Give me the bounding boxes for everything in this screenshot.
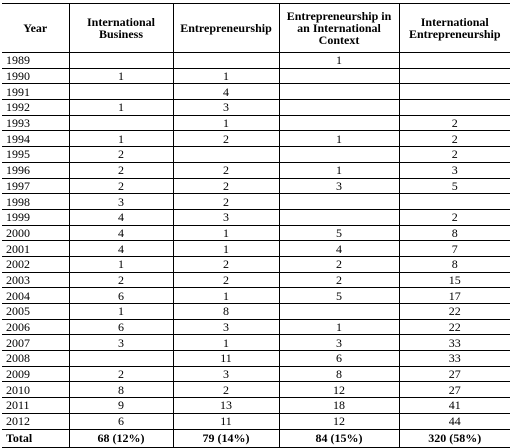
cell-year: 1991 [2,84,69,100]
cell-entrepreneurship: 2 [173,194,279,210]
cell-entrepreneurship: 8 [173,304,279,320]
cell-entrepreneurship [173,147,279,163]
cell-international-entrepreneurship: 2 [399,115,510,131]
table-row [2,382,510,398]
cell-international-business: 2 [69,178,173,194]
cell-year: 2009 [2,366,69,382]
cell-international-entrepreneurship: 5 [399,178,510,194]
table-row [2,68,510,84]
cell-entrepreneurship-international-context: 3 [279,178,399,194]
cell-entrepreneurship: 13 [173,398,279,414]
cell-international-business: 1 [69,256,173,272]
cell-year: 2005 [2,304,69,320]
table-row [2,178,510,194]
cell-international-business [69,115,173,131]
cell-year: 1993 [2,115,69,131]
cell-international-business [69,351,173,367]
table-row [2,398,510,414]
cell-year: 1992 [2,100,69,116]
cell-entrepreneurship: 1 [173,288,279,304]
table-row [2,162,510,178]
cell-international-business: 2 [69,147,173,163]
cell-international-business: 6 [69,319,173,335]
header-international-business: International Business [69,4,173,53]
table-row [2,53,510,69]
cell-entrepreneurship: 2 [173,256,279,272]
cell-entrepreneurship: 1 [173,115,279,131]
table-row [2,115,510,131]
cell-year: 1996 [2,162,69,178]
cell-international-business: 6 [69,288,173,304]
header-year: Year [2,4,69,53]
cell-entrepreneurship-international-context [279,100,399,116]
cell-international-entrepreneurship: 7 [399,241,510,257]
cell-entrepreneurship: 11 [173,413,279,429]
cell-entrepreneurship-international-context: 8 [279,366,399,382]
cell-entrepreneurship-international-context [279,194,399,210]
header-entrepreneurship: Entrepreneurship [173,4,279,53]
table-row [2,272,510,288]
cell-year: 2012 [2,413,69,429]
cell-year: 2011 [2,398,69,414]
cell-entrepreneurship-international-context [279,147,399,163]
cell-entrepreneurship-international-context [279,68,399,84]
cell-international-business: 4 [69,241,173,257]
cell-international-business: 1 [69,100,173,116]
cell-year: 1994 [2,131,69,147]
cell-international-entrepreneurship: 22 [399,304,510,320]
table-row [2,241,510,257]
cell-year: 1990 [2,68,69,84]
cell-international-entrepreneurship: 22 [399,319,510,335]
cell-year: 2010 [2,382,69,398]
cell-international-entrepreneurship [399,53,510,69]
table-row [2,194,510,210]
cell-international-business: 4 [69,225,173,241]
cell-entrepreneurship-international-context: 3 [279,335,399,351]
total-row [2,429,510,447]
cell-entrepreneurship-international-context: 1 [279,319,399,335]
cell-international-business: 1 [69,68,173,84]
cell-entrepreneurship-international-context: 18 [279,398,399,414]
cell-entrepreneurship [173,53,279,69]
cell-year: 1998 [2,194,69,210]
cell-international-entrepreneurship: 27 [399,382,510,398]
cell-international-business [69,84,173,100]
cell-international-entrepreneurship: 8 [399,256,510,272]
cell-international-business: 1 [69,304,173,320]
cell-entrepreneurship-international-context: 12 [279,382,399,398]
header-row [2,4,510,53]
cell-international-business: 4 [69,209,173,225]
cell-international-entrepreneurship: 3 [399,162,510,178]
table-row [2,319,510,335]
cell-entrepreneurship: 3 [173,209,279,225]
cell-international-entrepreneurship [399,100,510,116]
cell-international-entrepreneurship: 2 [399,147,510,163]
cell-international-business: 3 [69,194,173,210]
cell-entrepreneurship: 1 [173,68,279,84]
cell-entrepreneurship-international-context: 2 [279,256,399,272]
cell-entrepreneurship-international-context: 1 [279,162,399,178]
cell-year: 2003 [2,272,69,288]
total-international-entrepreneurship: 320 (58%) [399,429,510,447]
cell-year: 2004 [2,288,69,304]
table-row [2,147,510,163]
total-entrepreneurship: 79 (14%) [173,429,279,447]
cell-international-entrepreneurship: 15 [399,272,510,288]
table-row [2,366,510,382]
cell-international-entrepreneurship: 41 [399,398,510,414]
cell-entrepreneurship: 3 [173,366,279,382]
table-row [2,84,510,100]
cell-year: 2000 [2,225,69,241]
header-entrepreneurship-international-context: Entrepreneurship in an International Context [279,4,399,53]
table-row [2,304,510,320]
cell-year: 2002 [2,256,69,272]
cell-entrepreneurship-international-context: 6 [279,351,399,367]
cell-international-entrepreneurship: 33 [399,335,510,351]
table-row [2,225,510,241]
table-row [2,209,510,225]
cell-entrepreneurship: 2 [173,178,279,194]
cell-year: 1989 [2,53,69,69]
total-label: Total [2,429,69,447]
cell-year: 2001 [2,241,69,257]
cell-international-entrepreneurship [399,84,510,100]
cell-entrepreneurship: 3 [173,100,279,116]
cell-year: 1995 [2,147,69,163]
cell-international-entrepreneurship: 17 [399,288,510,304]
cell-international-business: 2 [69,162,173,178]
cell-entrepreneurship-international-context: 1 [279,131,399,147]
cell-entrepreneurship-international-context: 5 [279,288,399,304]
table-row [2,131,510,147]
cell-entrepreneurship-international-context: 12 [279,413,399,429]
cell-international-entrepreneurship: 44 [399,413,510,429]
cell-international-business: 6 [69,413,173,429]
table-row [2,351,510,367]
publications-table [2,3,510,448]
cell-international-business [69,53,173,69]
cell-entrepreneurship-international-context: 2 [279,272,399,288]
cell-international-entrepreneurship [399,68,510,84]
cell-entrepreneurship: 2 [173,162,279,178]
cell-entrepreneurship: 3 [173,319,279,335]
cell-international-business: 8 [69,382,173,398]
cell-year: 2008 [2,351,69,367]
cell-entrepreneurship: 1 [173,241,279,257]
table-row [2,335,510,351]
cell-international-entrepreneurship: 8 [399,225,510,241]
cell-entrepreneurship: 11 [173,351,279,367]
table-body [2,53,510,430]
cell-year: 1999 [2,209,69,225]
cell-entrepreneurship: 1 [173,225,279,241]
total-entrepreneurship-international-context: 84 (15%) [279,429,399,447]
cell-entrepreneurship: 2 [173,131,279,147]
cell-year: 1997 [2,178,69,194]
cell-international-business: 3 [69,335,173,351]
cell-international-entrepreneurship: 2 [399,209,510,225]
cell-international-business: 1 [69,131,173,147]
cell-entrepreneurship-international-context: 5 [279,225,399,241]
cell-year: 2007 [2,335,69,351]
cell-international-entrepreneurship: 27 [399,366,510,382]
cell-international-entrepreneurship: 2 [399,131,510,147]
cell-entrepreneurship: 2 [173,382,279,398]
cell-entrepreneurship-international-context [279,115,399,131]
table-row [2,100,510,116]
cell-international-entrepreneurship: 33 [399,351,510,367]
cell-year: 2006 [2,319,69,335]
cell-international-business: 2 [69,366,173,382]
table-row [2,256,510,272]
table-row [2,413,510,429]
cell-entrepreneurship-international-context [279,84,399,100]
cell-international-business: 9 [69,398,173,414]
header-international-entrepreneurship: International Entrepreneurship [399,4,510,53]
cell-international-business: 2 [69,272,173,288]
cell-international-entrepreneurship [399,194,510,210]
table-row [2,288,510,304]
cell-entrepreneurship-international-context [279,209,399,225]
cell-entrepreneurship-international-context: 4 [279,241,399,257]
cell-entrepreneurship: 2 [173,272,279,288]
cell-entrepreneurship: 1 [173,335,279,351]
cell-entrepreneurship-international-context: 1 [279,53,399,69]
total-international-business: 68 (12%) [69,429,173,447]
cell-entrepreneurship-international-context [279,304,399,320]
cell-entrepreneurship: 4 [173,84,279,100]
